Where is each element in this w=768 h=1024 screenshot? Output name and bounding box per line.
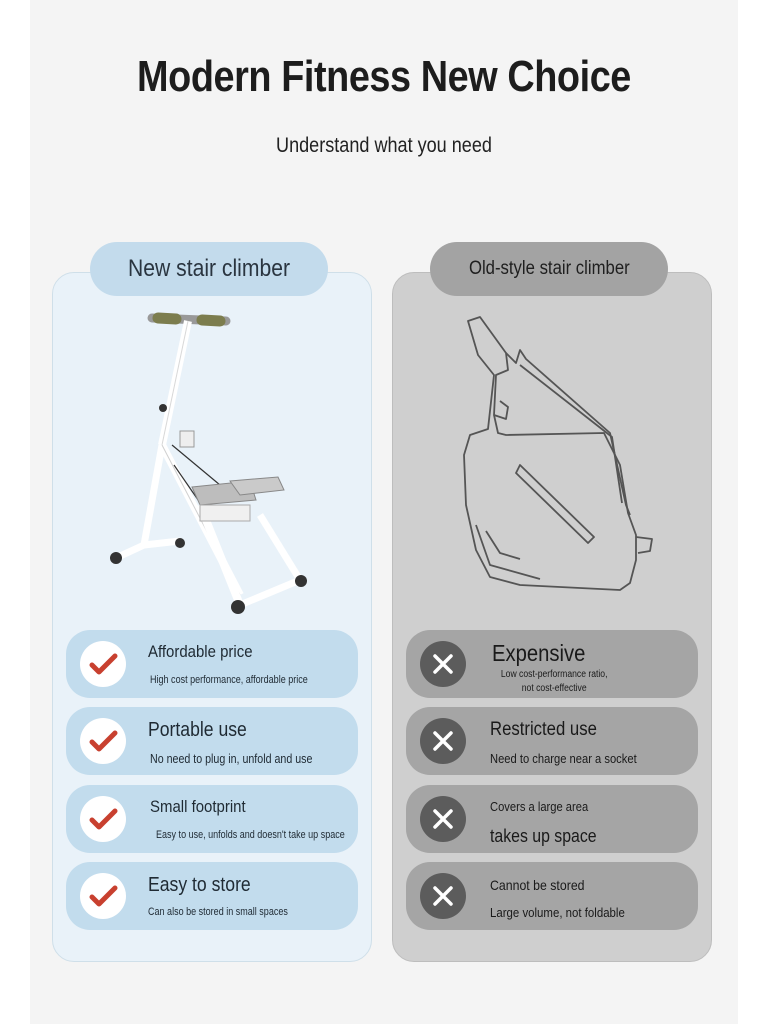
x-badge	[420, 641, 466, 687]
feature-row-expensive	[406, 630, 698, 698]
feature-title: Cannot be stored	[490, 877, 585, 893]
feature-title: Affordable price	[148, 642, 253, 661]
feature-desc: No need to plug in, unfold and use	[150, 751, 313, 766]
check-icon	[80, 718, 126, 764]
x-badge	[420, 873, 466, 919]
feature-row-not-storable	[406, 862, 698, 930]
feature-row-restricted	[406, 707, 698, 775]
x-icon	[420, 718, 466, 764]
feature-title: Restricted use	[490, 719, 597, 740]
x-icon	[420, 796, 466, 842]
feature-row-affordable	[66, 630, 358, 698]
check-badge	[80, 718, 126, 764]
new-stair-climber-image	[100, 305, 320, 620]
feature-row-storage	[66, 862, 358, 930]
feature-desc: Large volume, not foldable	[490, 905, 625, 920]
tab-old-stair-climber	[430, 242, 668, 296]
check-badge	[80, 873, 126, 919]
feature-desc: Can also be stored in small spaces	[148, 906, 288, 918]
feature-title: Covers a large area	[490, 799, 589, 814]
x-icon	[420, 873, 466, 919]
old-stair-climber-image	[460, 315, 660, 600]
check-icon	[80, 641, 126, 687]
feature-desc: Need to charge near a socket	[490, 751, 637, 766]
tab-old-label: Old-style stair climber	[468, 258, 630, 279]
feature-desc: Easy to use, unfolds and doesn't take up space	[156, 829, 345, 841]
feature-row-footprint	[66, 785, 358, 853]
tab-new-label: New stair climber	[128, 255, 290, 282]
page-title: Modern Fitness New Choice	[137, 52, 631, 101]
check-badge	[80, 641, 126, 687]
page-subtitle: Understand what you need	[276, 134, 492, 157]
feature-title: Easy to store	[148, 874, 251, 896]
feature-desc: takes up space	[490, 826, 597, 846]
feature-title: Portable use	[148, 719, 247, 741]
x-badge	[420, 796, 466, 842]
feature-row-portable	[66, 707, 358, 775]
feature-title: Small footprint	[150, 797, 246, 816]
check-icon	[80, 873, 126, 919]
feature-row-large-area	[406, 785, 698, 853]
tab-new-stair-climber	[90, 242, 328, 296]
feature-desc: Low cost-performance ratio, not cost-effective	[500, 669, 608, 694]
check-icon	[80, 796, 126, 842]
x-icon	[420, 641, 466, 687]
check-badge	[80, 796, 126, 842]
feature-title: Expensive	[492, 640, 586, 666]
x-badge	[420, 718, 466, 764]
feature-desc: High cost performance, affordable price	[150, 674, 308, 686]
